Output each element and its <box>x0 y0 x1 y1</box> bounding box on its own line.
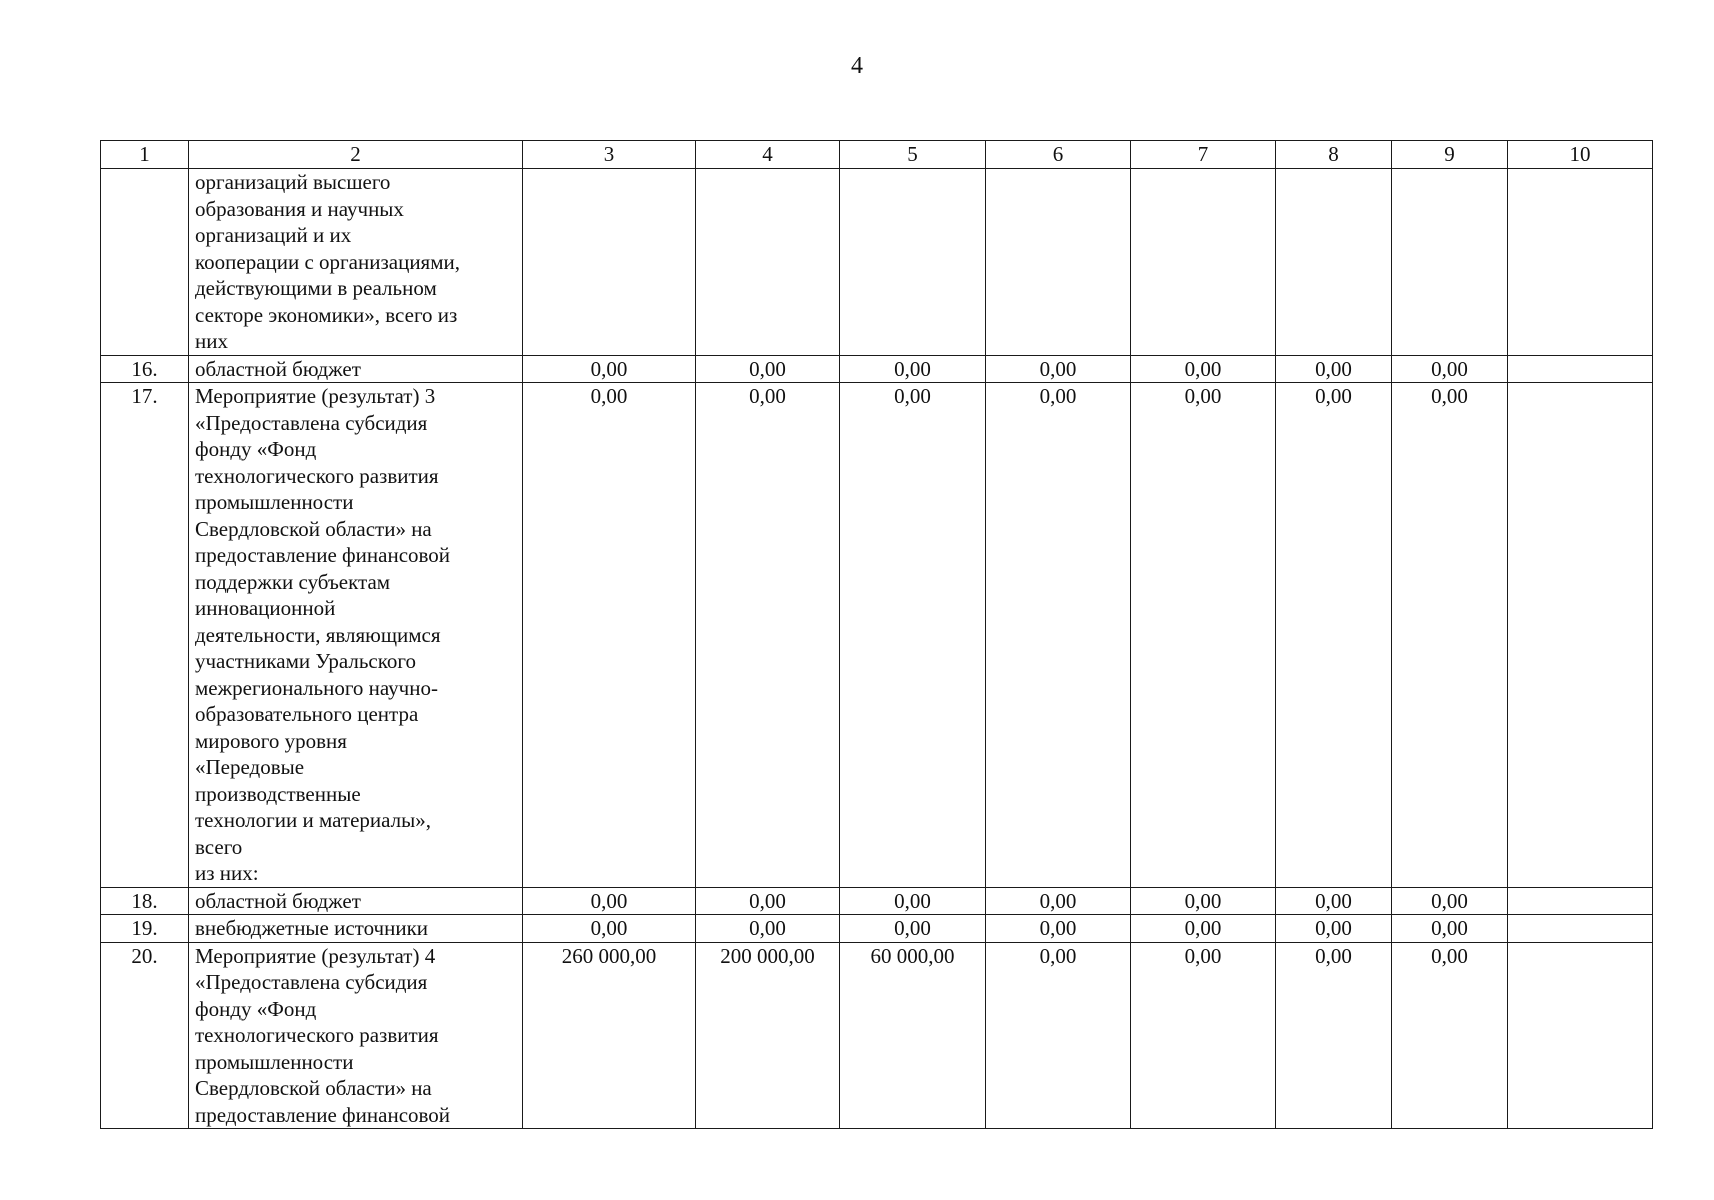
row-value: 0,00 <box>696 383 840 888</box>
column-header: 1 <box>101 141 189 169</box>
row-name: областной бюджет <box>189 887 523 915</box>
row-value: 0,00 <box>1131 915 1276 943</box>
row-value: 0,00 <box>1131 887 1276 915</box>
column-header: 5 <box>840 141 986 169</box>
row-value: 0,00 <box>696 887 840 915</box>
table-row <box>101 169 1653 356</box>
table-row <box>101 887 1653 915</box>
row-value <box>1508 915 1653 943</box>
row-value: 0,00 <box>986 915 1131 943</box>
row-value: 0,00 <box>1392 383 1508 888</box>
row-value: 0,00 <box>1276 887 1392 915</box>
row-value <box>1508 169 1653 356</box>
row-value <box>1508 887 1653 915</box>
row-value: 0,00 <box>1131 942 1276 1129</box>
row-value: 0,00 <box>986 355 1131 383</box>
row-value: 0,00 <box>1392 915 1508 943</box>
row-value: 0,00 <box>1131 383 1276 888</box>
column-header: 8 <box>1276 141 1392 169</box>
row-value <box>1508 383 1653 888</box>
row-value: 0,00 <box>1276 383 1392 888</box>
row-value: 0,00 <box>986 942 1131 1129</box>
column-header: 6 <box>986 141 1131 169</box>
row-number: 18. <box>101 887 189 915</box>
row-value: 0,00 <box>840 383 986 888</box>
row-value: 260 000,00 <box>523 942 696 1129</box>
table-row <box>101 942 1653 1129</box>
page-number: 4 <box>851 53 863 79</box>
table-row <box>101 355 1653 383</box>
row-value <box>1392 169 1508 356</box>
row-name: областной бюджет <box>189 355 523 383</box>
row-name: Мероприятие (результат) 4 «Предоставлена субсидия фонду «Фонд технологического развития промышленности Свердловской области» на предоставление финансовой <box>189 942 523 1129</box>
row-value: 0,00 <box>523 355 696 383</box>
row-number <box>101 169 189 356</box>
row-value <box>523 169 696 356</box>
row-value <box>1276 169 1392 356</box>
column-header: 7 <box>1131 141 1276 169</box>
row-value: 0,00 <box>523 887 696 915</box>
row-value <box>1508 942 1653 1129</box>
row-value: 0,00 <box>840 887 986 915</box>
row-value: 0,00 <box>1392 942 1508 1129</box>
column-header: 3 <box>523 141 696 169</box>
row-value: 0,00 <box>1276 915 1392 943</box>
row-number: 20. <box>101 942 189 1129</box>
row-value: 0,00 <box>696 355 840 383</box>
column-header: 9 <box>1392 141 1508 169</box>
row-value <box>1508 355 1653 383</box>
column-header: 4 <box>696 141 840 169</box>
row-value: 0,00 <box>696 915 840 943</box>
row-number: 17. <box>101 383 189 888</box>
row-name: Мероприятие (результат) 3 «Предоставлена субсидия фонду «Фонд технологического развития промышленности Свердловской области» на предоставление финансовой поддержки субъектам инновационной деятельности, являющимся участниками Уральского межрегионального научно- образовательного центра мирового уровня «Передовые производственные технологии и материалы», всего из них: <box>189 383 523 888</box>
column-header: 2 <box>189 141 523 169</box>
row-value <box>986 169 1131 356</box>
row-value: 0,00 <box>1392 887 1508 915</box>
column-header: 10 <box>1508 141 1653 169</box>
row-value: 200 000,00 <box>696 942 840 1129</box>
row-value: 0,00 <box>1276 942 1392 1129</box>
row-value: 60 000,00 <box>840 942 986 1129</box>
row-value: 0,00 <box>1131 355 1276 383</box>
row-value: 0,00 <box>986 887 1131 915</box>
row-value: 0,00 <box>986 383 1131 888</box>
row-value: 0,00 <box>840 915 986 943</box>
row-number: 19. <box>101 915 189 943</box>
column-number-row <box>101 141 1653 169</box>
row-value: 0,00 <box>840 355 986 383</box>
table-row <box>101 383 1653 888</box>
row-value: 0,00 <box>1392 355 1508 383</box>
row-value: 0,00 <box>523 383 696 888</box>
row-value: 0,00 <box>523 915 696 943</box>
row-value <box>696 169 840 356</box>
row-value: 0,00 <box>1276 355 1392 383</box>
row-number: 16. <box>101 355 189 383</box>
row-name: организаций высшего образования и научных организаций и их кооперации с организациями, действующими в реальном секторе экономики», всего из них <box>189 169 523 356</box>
table-row <box>101 915 1653 943</box>
row-name: внебюджетные источники <box>189 915 523 943</box>
budget-table <box>100 140 1653 1129</box>
row-value <box>1131 169 1276 356</box>
row-value <box>840 169 986 356</box>
